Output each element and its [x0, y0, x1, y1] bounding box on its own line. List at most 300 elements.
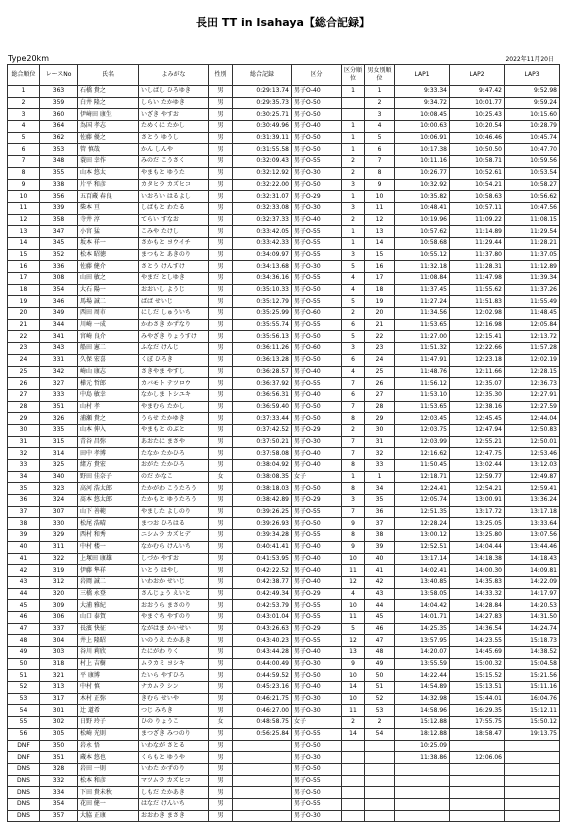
cell-lap1: 12:18.71: [395, 471, 450, 483]
cell-lap3: 13:44.46: [505, 541, 560, 553]
cell-race-number: 330: [40, 518, 78, 530]
cell-overall-rank: 27: [8, 389, 40, 401]
cell-race-number: 341: [40, 331, 78, 343]
cell-lap1: 18:12.88: [395, 728, 450, 740]
cell-total-time: 0:36:59.40: [233, 401, 292, 413]
cell-total-time: 0:36:13.28: [233, 354, 292, 366]
cell-overall-rank: 44: [8, 588, 40, 600]
cell-division-rank: 10: [342, 600, 365, 612]
cell-lap2: 12:02.98: [450, 308, 505, 320]
cell-reading: みやざき りょうすけ: [139, 331, 209, 343]
cell-race-number: 304: [40, 635, 78, 647]
cell-division: 男子O-30: [292, 658, 342, 670]
cell-name: 大浦 雅紀: [78, 600, 139, 612]
cell-division: 男子O-40: [292, 460, 342, 472]
cell-overall-rank: 5: [8, 132, 40, 144]
cell-gender: 男: [209, 331, 233, 343]
cell-lap3: 15:11.16: [505, 682, 560, 694]
cell-name: 坂本 祥一: [78, 237, 139, 249]
cell-total-time: 0:29:13.74: [233, 86, 292, 98]
cell-division-rank: 3: [342, 179, 365, 191]
cell-lap1: 11:53.10: [395, 389, 450, 401]
cell-lap1: [395, 763, 450, 775]
cell-total-time: 0:32:31.07: [233, 191, 292, 203]
cell-race-number: 311: [40, 541, 78, 553]
cell-gender-rank: 7: [365, 156, 395, 168]
column-header-overall-rank: 総合順位: [8, 65, 40, 86]
cell-division-rank: 6: [342, 354, 365, 366]
cell-lap1: 10:35.82: [395, 191, 450, 203]
column-header-lap1: LAP1: [395, 65, 450, 86]
cell-lap3: 12:27.59: [505, 401, 560, 413]
cell-reading: おおわき まさき: [139, 810, 209, 822]
cell-overall-rank: 18: [8, 284, 40, 296]
cell-division-rank: 9: [342, 541, 365, 553]
cell-gender-rank: 3: [365, 109, 395, 121]
cell-total-time: 0:40:41.41: [233, 541, 292, 553]
table-row: [8, 167, 560, 179]
cell-lap1: 13:00.12: [395, 530, 450, 542]
cell-division: 男子O-55: [292, 611, 342, 623]
cell-name: 下田 貴未秋: [78, 787, 139, 799]
cell-lap2: 12:15.41: [450, 331, 505, 343]
cell-lap3: 14:22.09: [505, 576, 560, 588]
cell-division-rank: [342, 787, 365, 799]
cell-name: 船田 憲二: [78, 343, 139, 355]
cell-lap1: [395, 787, 450, 799]
cell-name: 浦瀬 貴之: [78, 413, 139, 425]
cell-gender: 男: [209, 179, 233, 191]
table-row: [8, 144, 560, 156]
cell-race-number: 307: [40, 506, 78, 518]
cell-gender-rank: 25: [365, 366, 395, 378]
cell-lap3: [505, 787, 560, 799]
cell-name: 柴本 亘: [78, 202, 139, 214]
cell-division: 男子O-30: [292, 167, 342, 179]
cell-lap1: 9:34.72: [395, 97, 450, 109]
cell-lap3: 10:15.60: [505, 109, 560, 121]
cell-gender-rank: 50: [365, 670, 395, 682]
cell-division-rank: [342, 775, 365, 787]
table-row: [8, 389, 560, 401]
cell-lap3: 12:44.04: [505, 413, 560, 425]
cell-gender-rank: 22: [365, 331, 395, 343]
cell-name: 久保 宏喜: [78, 354, 139, 366]
cell-reading: ふなだ けんじ: [139, 343, 209, 355]
cell-overall-rank: 17: [8, 273, 40, 285]
cell-division-rank: 2: [342, 167, 365, 179]
cell-reading: いわなが さとる: [139, 740, 209, 752]
cell-overall-rank: 13: [8, 226, 40, 238]
cell-overall-rank: 49: [8, 647, 40, 659]
cell-lap2: 12:11.66: [450, 366, 505, 378]
cell-overall-rank: 33: [8, 460, 40, 472]
cell-gender: 男: [209, 448, 233, 460]
cell-division-rank: [342, 763, 365, 775]
cell-name: 中村 慎: [78, 682, 139, 694]
table-row: [8, 740, 560, 752]
cell-division: 男子O-50: [292, 763, 342, 775]
cell-overall-rank: 2: [8, 97, 40, 109]
cell-division: 男子O-40: [292, 682, 342, 694]
cell-division: 男子O-55: [292, 530, 342, 542]
cell-overall-rank: 52: [8, 682, 40, 694]
cell-lap3: [505, 752, 560, 764]
cell-reading: まつもと あきのり: [139, 249, 209, 261]
cell-total-time: 0:44:59.52: [233, 670, 292, 682]
table-row: [8, 588, 560, 600]
cell-lap2: 11:14.89: [450, 226, 505, 238]
cell-lap3: 10:59.56: [505, 156, 560, 168]
cell-name: 管 慎哉: [78, 144, 139, 156]
cell-gender: 男: [209, 693, 233, 705]
cell-lap2: 14:45.69: [450, 647, 505, 659]
cell-overall-rank: 50: [8, 658, 40, 670]
cell-overall-rank: 34: [8, 471, 40, 483]
cell-division: 男子O-55: [292, 296, 342, 308]
cell-overall-rank: 16: [8, 261, 40, 273]
cell-lap2: [450, 810, 505, 822]
cell-gender: 男: [209, 787, 233, 799]
cell-race-number: 302: [40, 717, 78, 729]
cell-total-time: 0:34:36.16: [233, 273, 292, 285]
cell-total-time: 0:48:58.75: [233, 717, 292, 729]
cell-lap2: [450, 775, 505, 787]
cell-division: 女子: [292, 717, 342, 729]
cell-reading: こみや たけし: [139, 226, 209, 238]
cell-gender-rank: 44: [365, 600, 395, 612]
cell-total-time: 0:42:49.34: [233, 588, 292, 600]
cell-division-rank: 10: [342, 693, 365, 705]
cell-lap3: 11:37.05: [505, 249, 560, 261]
cell-lap1: 12:03.45: [395, 413, 450, 425]
cell-race-number: 360: [40, 109, 78, 121]
cell-name: 馬場 誠二: [78, 296, 139, 308]
cell-name: 五百蔵 春良: [78, 191, 139, 203]
cell-race-number: 357: [40, 810, 78, 822]
cell-name: 緒方 貴宏: [78, 460, 139, 472]
cell-race-number: 322: [40, 553, 78, 565]
cell-overall-rank: 53: [8, 693, 40, 705]
cell-lap2: 16:29.35: [450, 705, 505, 717]
cell-lap2: 12:47.75: [450, 448, 505, 460]
cell-reading: おがた たかひろ: [139, 460, 209, 472]
cell-name: 山村 孝: [78, 401, 139, 413]
cell-lap2: 12:54.21: [450, 483, 505, 495]
cell-division-rank: 2: [342, 424, 365, 436]
cell-name: 村上 吉樹: [78, 658, 139, 670]
table-row: [8, 214, 560, 226]
cell-division-rank: 1: [342, 132, 365, 144]
cell-name: 中村 楼一: [78, 541, 139, 553]
cell-name: 高河 浩太郎: [78, 483, 139, 495]
cell-name: 大脇 正康: [78, 810, 139, 822]
table-row: [8, 331, 560, 343]
cell-lap2: 15:13.51: [450, 682, 505, 694]
cell-name: 木村 正弥: [78, 693, 139, 705]
table-row: [8, 249, 560, 261]
cell-name: 為国 孝志: [78, 121, 139, 133]
cell-division-rank: 6: [342, 389, 365, 401]
cell-lap2: [450, 787, 505, 799]
cell-race-number: 321: [40, 670, 78, 682]
cell-race-number: 339: [40, 202, 78, 214]
cell-overall-rank: 43: [8, 576, 40, 588]
table-row: [8, 787, 560, 799]
cell-gender: 男: [209, 424, 233, 436]
cell-reading: おおうら まさのり: [139, 600, 209, 612]
cell-gender-rank: 11: [365, 202, 395, 214]
cell-lap2: 11:37.80: [450, 249, 505, 261]
cell-total-time: 0:56:25.84: [233, 728, 292, 740]
cell-division-rank: 1: [342, 144, 365, 156]
cell-reading: のだ かなこ: [139, 471, 209, 483]
cell-reading: しばもと わたる: [139, 202, 209, 214]
cell-lap3: [505, 810, 560, 822]
cell-total-time: 0:33:42.05: [233, 226, 292, 238]
cell-race-number: 329: [40, 530, 78, 542]
table-row: [8, 798, 560, 810]
cell-division-rank: 8: [342, 483, 365, 495]
cell-total-time: 0:34:13.68: [233, 261, 292, 273]
cell-race-number: 318: [40, 658, 78, 670]
table-row: [8, 261, 560, 273]
cell-name: 谷川 莉欣: [78, 647, 139, 659]
cell-lap3: 12:05.84: [505, 319, 560, 331]
cell-gender: 男: [209, 261, 233, 273]
cell-lap1: 14:58.96: [395, 705, 450, 717]
cell-division-rank: 8: [342, 460, 365, 472]
cell-lap2: 15:15.52: [450, 670, 505, 682]
cell-division: 男子O-55: [292, 319, 342, 331]
cell-division-rank: 2: [342, 308, 365, 320]
cell-lap2: 14:33.32: [450, 588, 505, 600]
cell-division-rank: 5: [342, 623, 365, 635]
cell-lap1: 13:58.05: [395, 588, 450, 600]
cell-total-time: 0:38:04.92: [233, 460, 292, 472]
cell-gender: 男: [209, 401, 233, 413]
cell-lap1: [395, 775, 450, 787]
cell-division: 男子O-40: [292, 389, 342, 401]
cell-gender: 男: [209, 740, 233, 752]
cell-lap2: 14:27.83: [450, 611, 505, 623]
table-row: [8, 483, 560, 495]
cell-reading: たにがわ りく: [139, 647, 209, 659]
cell-reading: いわた かずのり: [139, 763, 209, 775]
cell-division: 男子O-55: [292, 728, 342, 740]
cell-lap1: 10:17.38: [395, 144, 450, 156]
cell-name: 青谷 昌弥: [78, 436, 139, 448]
cell-race-number: 362: [40, 132, 78, 144]
cell-gender-rank: [365, 752, 395, 764]
column-header-race-number: レースNo: [40, 65, 78, 86]
cell-name: 伊藤 隼祥: [78, 565, 139, 577]
cell-name: 松崎 光則: [78, 728, 139, 740]
cell-gender-rank: 15: [365, 249, 395, 261]
cell-total-time: [233, 810, 292, 822]
cell-name: 蔵本 悠也: [78, 752, 139, 764]
cell-division: 男子O-55: [292, 635, 342, 647]
cell-division-rank: 5: [342, 331, 365, 343]
cell-division: 男子O-30: [292, 202, 342, 214]
table-row: [8, 109, 560, 121]
cell-total-time: 0:32:37.33: [233, 214, 292, 226]
cell-race-number: 324: [40, 495, 78, 507]
cell-division-rank: [342, 97, 365, 109]
cell-gender: 男: [209, 202, 233, 214]
cell-gender-rank: 40: [365, 553, 395, 565]
cell-gender-rank: [365, 810, 395, 822]
cell-lap2: 11:09.22: [450, 214, 505, 226]
cell-gender-rank: 52: [365, 693, 395, 705]
cell-gender: 男: [209, 611, 233, 623]
cell-name: 佐藤 健介: [78, 261, 139, 273]
table-row: [8, 810, 560, 822]
cell-gender-rank: 19: [365, 296, 395, 308]
cell-name: 佐藤 優之: [78, 132, 139, 144]
cell-lap3: 13:36.24: [505, 495, 560, 507]
cell-reading: やまもと ゆうた: [139, 167, 209, 179]
cell-overall-rank: 46: [8, 611, 40, 623]
cell-lap3: 11:12.89: [505, 261, 560, 273]
cell-lap2: 14:00.30: [450, 565, 505, 577]
cell-race-number: 305: [40, 728, 78, 740]
cell-name: 岩田 一則: [78, 763, 139, 775]
cell-reading: いのうえ たかあき: [139, 635, 209, 647]
cell-lap1: 14:54.89: [395, 682, 450, 694]
cell-gender-rank: [365, 798, 395, 810]
cell-reading: てらい すなお: [139, 214, 209, 226]
cell-gender-rank: 6: [365, 144, 395, 156]
cell-overall-rank: 19: [8, 296, 40, 308]
cell-division: 男子O-50: [292, 670, 342, 682]
cell-division-rank: 7: [342, 506, 365, 518]
cell-lap3: 12:02.19: [505, 354, 560, 366]
table-row: [8, 343, 560, 355]
cell-race-number: 326: [40, 413, 78, 425]
cell-division: 男子O-50: [292, 413, 342, 425]
cell-lap2: 15:00.32: [450, 658, 505, 670]
table-body: [8, 86, 560, 822]
cell-lap3: 10:56.62: [505, 191, 560, 203]
table-row: [8, 284, 560, 296]
cell-total-time: 0:41:53.95: [233, 553, 292, 565]
cell-overall-rank: 54: [8, 705, 40, 717]
cell-gender: 男: [209, 121, 233, 133]
table-row: [8, 565, 560, 577]
cell-lap2: 14:04.44: [450, 541, 505, 553]
cell-gender: 男: [209, 214, 233, 226]
cell-name: 川崎 一成: [78, 319, 139, 331]
cell-total-time: [233, 763, 292, 775]
cell-gender: 男: [209, 553, 233, 565]
table-row: [8, 752, 560, 764]
cell-race-number: 351: [40, 752, 78, 764]
cell-lap1: 12:05.74: [395, 495, 450, 507]
table-row: [8, 448, 560, 460]
cell-lap1: 10:26.77: [395, 167, 450, 179]
cell-lap3: 14:31.50: [505, 611, 560, 623]
cell-lap3: 11:08.15: [505, 214, 560, 226]
table-row: [8, 506, 560, 518]
cell-reading: さかもと ヨウイチ: [139, 237, 209, 249]
cell-gender: 男: [209, 378, 233, 390]
cell-lap1: 11:50.45: [395, 460, 450, 472]
cell-race-number: 354: [40, 798, 78, 810]
cell-lap3: 10:58.27: [505, 179, 560, 191]
table-row: [8, 319, 560, 331]
cell-name: 西田 周市: [78, 308, 139, 320]
cell-gender-rank: 35: [365, 495, 395, 507]
cell-lap3: 15:18.73: [505, 635, 560, 647]
cell-gender: 男: [209, 460, 233, 472]
cell-lap1: 11:27.00: [395, 331, 450, 343]
cell-overall-rank: 32: [8, 448, 40, 460]
cell-total-time: 0:42:22.52: [233, 565, 292, 577]
cell-division-rank: 12: [342, 576, 365, 588]
column-header-gender-rank: 男女別順位: [365, 65, 395, 86]
cell-gender-rank: 51: [365, 682, 395, 694]
cell-overall-rank: 9: [8, 179, 40, 191]
column-header-total-time: 総合記録: [233, 65, 292, 86]
cell-overall-rank: 21: [8, 319, 40, 331]
cell-total-time: 0:46:21.75: [233, 693, 292, 705]
cell-race-number: 301: [40, 705, 78, 717]
cell-reading: くらもと ゆうや: [139, 752, 209, 764]
cell-division: 男子O-50: [292, 144, 342, 156]
cell-gender-rank: 42: [365, 576, 395, 588]
cell-gender-rank: 54: [365, 728, 395, 740]
cell-lap2: 10:58.71: [450, 156, 505, 168]
cell-gender: 男: [209, 530, 233, 542]
cell-race-number: 334: [40, 787, 78, 799]
cell-division: 男子O-55: [292, 775, 342, 787]
cell-gender-rank: 1: [365, 86, 395, 98]
cell-gender: 男: [209, 366, 233, 378]
cell-total-time: 0:39:26.93: [233, 518, 292, 530]
cell-total-time: 0:37:58.08: [233, 448, 292, 460]
table-row: [8, 623, 560, 635]
cell-lap2: 13:25.05: [450, 518, 505, 530]
cell-name: 山田 敏之: [78, 273, 139, 285]
cell-total-time: 0:35:25.99: [233, 308, 292, 320]
cell-lap3: 12:13.72: [505, 331, 560, 343]
cell-overall-rank: 47: [8, 623, 40, 635]
cell-total-time: [233, 798, 292, 810]
cell-gender-rank: [365, 787, 395, 799]
cell-lap3: 10:47.70: [505, 144, 560, 156]
cell-lap2: 10:57.11: [450, 202, 505, 214]
cell-division: 男子O-50: [292, 109, 342, 121]
cell-gender: 男: [209, 191, 233, 203]
cell-lap2: 10:54.21: [450, 179, 505, 191]
cell-gender: 男: [209, 635, 233, 647]
cell-division-rank: 7: [342, 401, 365, 413]
cell-lap2: 14:28.84: [450, 600, 505, 612]
cell-gender: 男: [209, 109, 233, 121]
cell-division: 男子O-30: [292, 752, 342, 764]
cell-name: 樺元 哲郎: [78, 378, 139, 390]
cell-lap1: 10:48.41: [395, 202, 450, 214]
cell-gender-rank: 8: [365, 167, 395, 179]
cell-gender: 男: [209, 647, 233, 659]
cell-reading: たなか たかひろ: [139, 448, 209, 460]
cell-lap3: 12:49.87: [505, 471, 560, 483]
cell-overall-rank: DNF: [8, 740, 40, 752]
cell-division: 男子O-50: [292, 179, 342, 191]
cell-reading: マツムラ カズヒコ: [139, 775, 209, 787]
cell-reading: おおいし ようじ: [139, 284, 209, 296]
